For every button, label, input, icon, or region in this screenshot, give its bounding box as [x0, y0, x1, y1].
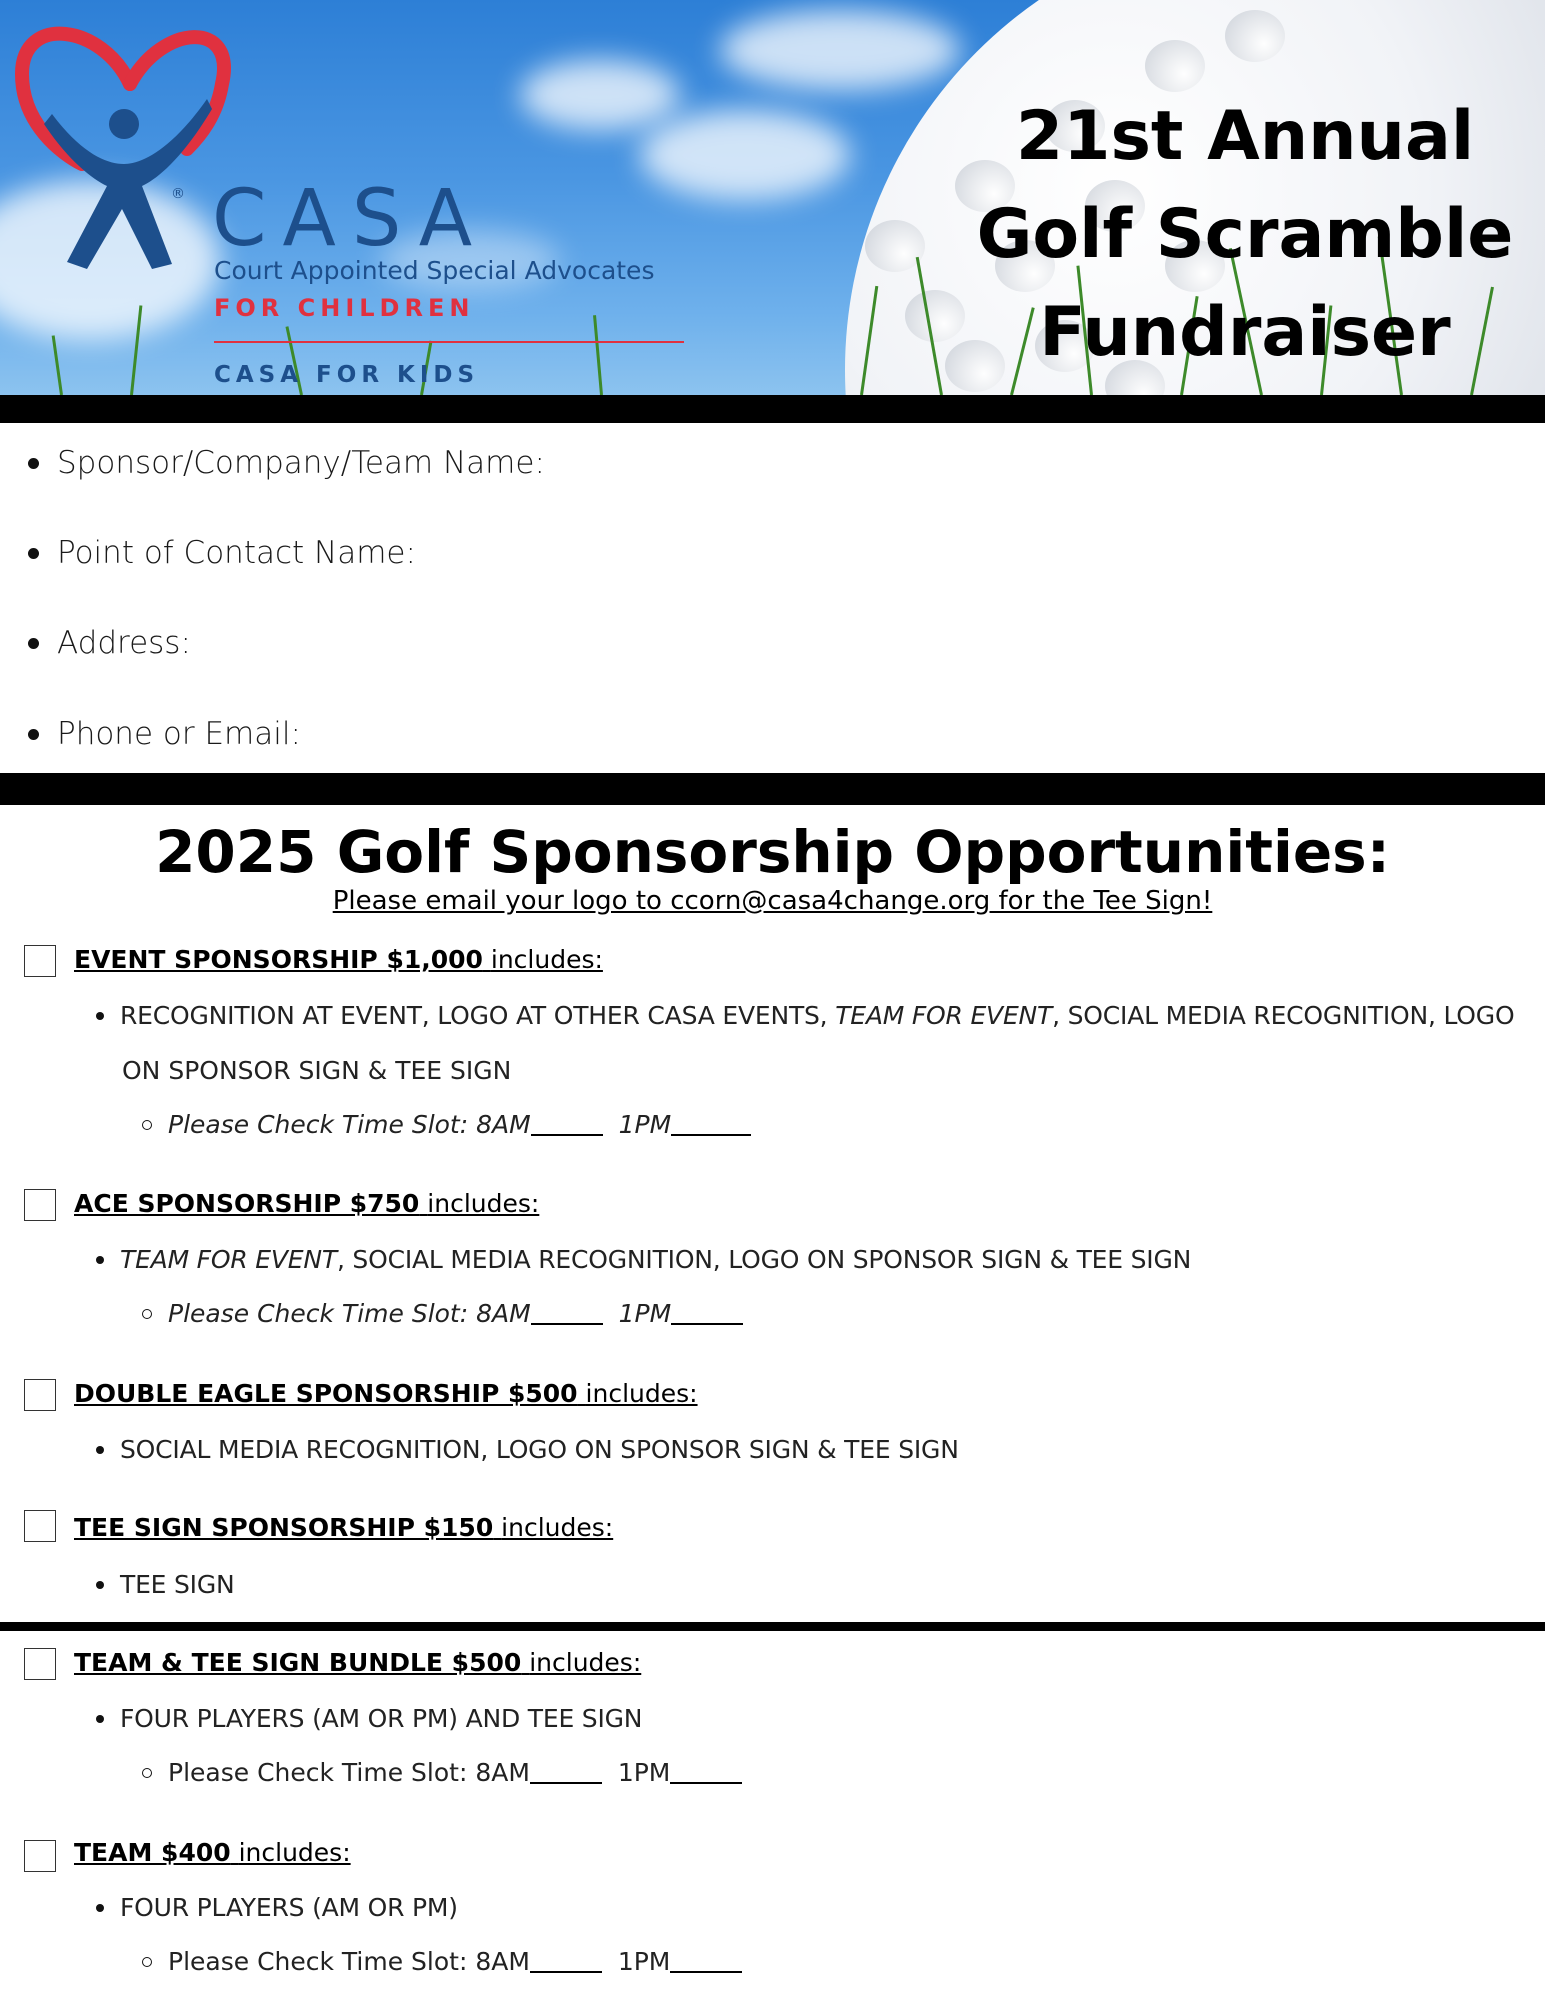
tier-heading-ace: [74, 1189, 539, 1218]
time-slot-option[interactable]: [142, 1110, 751, 1139]
casa-logo: [12, 14, 692, 388]
time-slot-label: Please Check Time Slot: 8AM: [168, 1110, 531, 1139]
sponsorship-heading: 2025 Golf Sponsorship Opportunities:: [155, 818, 1390, 886]
registered-mark: ®: [171, 186, 185, 202]
bullet-icon: [96, 1581, 104, 1589]
circle-bullet-icon: [142, 1957, 152, 1967]
header-banner: [0, 0, 1545, 395]
time-slot-pm-label: 1PM: [617, 1758, 671, 1787]
bullet-icon: [96, 1256, 104, 1264]
time-slot-pm-blank[interactable]: [671, 1114, 751, 1136]
benefit-text: TEE SIGN: [120, 1570, 235, 1599]
logo-program-name: CASA FOR KIDS: [214, 362, 480, 388]
bullet-icon: [28, 729, 39, 740]
bullet-icon: [28, 458, 39, 469]
time-slot-pm-label: 1PM: [618, 1110, 672, 1139]
tier-benefit-continued: ON SPONSOR SIGN & TEE SIGN: [122, 1056, 512, 1085]
time-slot-pm-label: 1PM: [617, 1947, 671, 1976]
benefit-text: , SOCIAL MEDIA RECOGNITION, LOGO ON SPONSOR SIGN & TEE SIGN: [336, 1245, 1192, 1274]
tier-heading-team: [74, 1838, 351, 1867]
benefit-text: FOUR PLAYERS (AM OR PM): [120, 1893, 458, 1922]
logo-subtitle: Court Appointed Special Advocates: [214, 256, 655, 285]
time-slot-option[interactable]: [142, 1758, 742, 1787]
team-checkbox[interactable]: [24, 1840, 56, 1872]
tier-heading-event: [74, 945, 603, 974]
tier-name: TEAM & TEE SIGN BUNDLE $500: [74, 1648, 522, 1677]
tier-name: TEE SIGN SPONSORSHIP $150: [74, 1513, 494, 1542]
contact-field-sponsor[interactable]: [28, 445, 545, 481]
time-slot-pm-blank[interactable]: [671, 1303, 743, 1325]
time-slot-pm-blank[interactable]: [670, 1951, 742, 1973]
logo-email-note[interactable]: Please email your logo to ccorn@casa4change.org for the Tee Sign!: [332, 886, 1213, 916]
tier-name: ACE SPONSORSHIP $750: [74, 1189, 420, 1218]
time-slot-label: Please Check Time Slot: 8AM: [168, 1299, 531, 1328]
bullet-icon: [96, 1904, 104, 1912]
event-title-line3: Fundraiser: [1039, 293, 1451, 372]
benefit-text: , SOCIAL MEDIA RECOGNITION, LOGO: [1052, 1001, 1515, 1030]
tier-benefit: [96, 1001, 1514, 1030]
tier-benefit: [96, 1435, 959, 1464]
time-slot-am-blank[interactable]: [531, 1303, 603, 1325]
event-title-line2: Golf Scramble: [976, 195, 1514, 274]
team-tee-sign-bundle-checkbox[interactable]: [24, 1648, 56, 1680]
circle-bullet-icon: [142, 1120, 152, 1130]
time-slot-label: Please Check Time Slot: 8AM: [168, 1758, 530, 1787]
contact-field-label: Sponsor/Company/Team Name:: [57, 445, 545, 481]
logo-wordmark: CASA: [212, 174, 489, 264]
tier-heading-team-tee-bundle: [74, 1648, 641, 1677]
benefit-text: RECOGNITION AT EVENT, LOGO AT OTHER CASA EVENTS,: [120, 1001, 836, 1030]
tier-heading-double-eagle: [74, 1379, 698, 1408]
time-slot-am-blank[interactable]: [530, 1951, 602, 1973]
time-slot-label: Please Check Time Slot: 8AM: [168, 1947, 530, 1976]
divider-bar: [0, 773, 1545, 805]
tier-heading-tee-sign: [74, 1513, 613, 1542]
time-slot-pm-blank[interactable]: [670, 1762, 742, 1784]
contact-field-contact-name[interactable]: [28, 535, 416, 571]
tier-name: TEAM $400: [74, 1838, 231, 1867]
tier-benefit: [96, 1245, 1191, 1274]
contact-field-label: Phone or Email:: [57, 716, 301, 752]
time-slot-option[interactable]: [142, 1299, 743, 1328]
logo-divider: [214, 341, 684, 343]
bullet-icon: [96, 1715, 104, 1723]
benefit-text-italic: TEAM FOR EVENT: [120, 1245, 337, 1274]
logo-for-children: FOR CHILDREN: [214, 294, 475, 322]
includes-label: includes:: [238, 1838, 351, 1867]
benefit-text-italic: TEAM FOR EVENT: [835, 1001, 1053, 1030]
bullet-icon: [96, 1012, 104, 1020]
benefit-text: SOCIAL MEDIA RECOGNITION, LOGO ON SPONSOR SIGN & TEE SIGN: [120, 1435, 959, 1464]
contact-field-label: Point of Contact Name:: [57, 535, 416, 571]
includes-label: includes:: [529, 1648, 642, 1677]
contact-field-label: Address:: [57, 625, 191, 661]
time-slot-pm-label: 1PM: [618, 1299, 672, 1328]
includes-label: includes:: [490, 945, 603, 974]
tier-name: EVENT SPONSORSHIP $1,000: [74, 945, 483, 974]
cloud: [720, 10, 960, 90]
contact-field-address[interactable]: [28, 625, 191, 661]
double-eagle-sponsorship-checkbox[interactable]: [24, 1379, 56, 1411]
bullet-icon: [28, 548, 39, 559]
tee-sign-sponsorship-checkbox[interactable]: [24, 1510, 56, 1542]
tier-benefit: [96, 1704, 642, 1733]
includes-label: includes:: [427, 1189, 540, 1218]
time-slot-option[interactable]: [142, 1947, 742, 1976]
time-slot-am-blank[interactable]: [530, 1762, 602, 1784]
ace-sponsorship-checkbox[interactable]: [24, 1189, 56, 1221]
event-title-line1: 21st Annual: [1015, 97, 1475, 176]
includes-label: includes:: [501, 1513, 614, 1542]
divider-bar: [0, 395, 1545, 423]
tier-benefit: [96, 1570, 235, 1599]
divider-bar: [0, 1622, 1545, 1631]
tier-name: DOUBLE EAGLE SPONSORSHIP $500: [74, 1379, 578, 1408]
bullet-icon: [96, 1446, 104, 1454]
bullet-icon: [28, 638, 39, 649]
circle-bullet-icon: [142, 1309, 152, 1319]
event-title: [965, 88, 1525, 382]
benefit-text: FOUR PLAYERS (AM OR PM) AND TEE SIGN: [120, 1704, 643, 1733]
event-sponsorship-checkbox[interactable]: [24, 945, 56, 977]
includes-label: includes:: [585, 1379, 698, 1408]
time-slot-am-blank[interactable]: [531, 1114, 603, 1136]
tier-benefit: [96, 1893, 458, 1922]
contact-field-phone-email[interactable]: [28, 716, 301, 752]
circle-bullet-icon: [142, 1768, 152, 1778]
